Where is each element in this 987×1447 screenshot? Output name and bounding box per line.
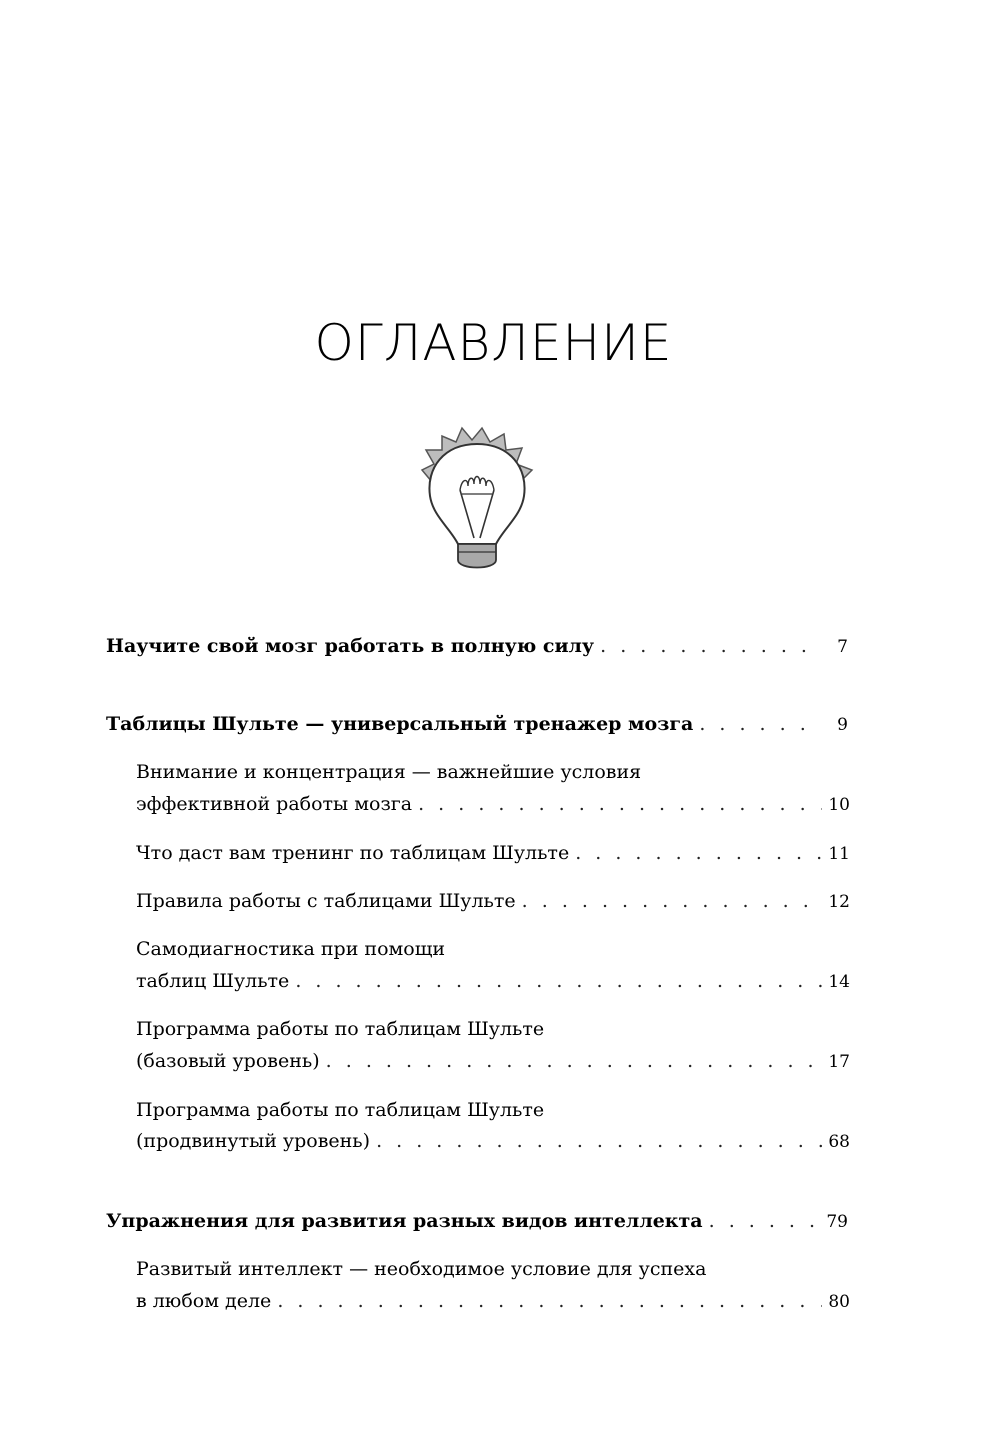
toc-entry[interactable] (106, 1206, 848, 1237)
toc-page-number: 7 (837, 637, 848, 657)
toc-page-number: 11 (828, 844, 850, 864)
toc-subentry[interactable] (136, 1046, 850, 1077)
toc-entry-title: (продвинутый уровень) (136, 1130, 371, 1152)
toc-subentry[interactable] (136, 966, 850, 997)
toc-entry-title: в любом деле (136, 1290, 272, 1312)
leader-dots (600, 631, 820, 661)
leader-dots (277, 1286, 822, 1316)
toc-page-number: 14 (828, 972, 850, 992)
toc-subentry[interactable] (136, 1126, 850, 1157)
toc-subentry-line1: Развитый интеллект — необходимое условие для успеха (136, 1258, 707, 1280)
toc-entry[interactable] (106, 631, 848, 662)
toc-subentry[interactable] (136, 1286, 850, 1317)
leader-dots (326, 1046, 822, 1076)
toc-entry-title: Правила работы с таблицами Шульте (136, 890, 516, 912)
toc-entry-title: (базовый уровень) (136, 1050, 320, 1072)
toc-entry-title: Упражнения для развития разных видов интеллекта (106, 1210, 703, 1232)
leader-dots (709, 1206, 820, 1236)
leader-dots (418, 789, 822, 819)
toc-page-number: 10 (828, 795, 850, 815)
page-title: ОГЛАВЛЕНИЕ (314, 314, 673, 372)
toc-entry-title: Научите свой мозг работать в полную силу (106, 635, 595, 657)
leader-dots (376, 1126, 822, 1156)
leader-dots (575, 838, 822, 868)
toc-subentry-line1: Внимание и концентрация — важнейшие условия (136, 761, 642, 783)
toc-entry-title: эффективной работы мозга (136, 793, 413, 815)
toc-subentry-line1: Программа работы по таблицам Шульте (136, 1099, 545, 1121)
toc-subentry-line1: Программа работы по таблицам Шульте (136, 1018, 545, 1040)
toc-entry-title: Таблицы Шульте — универсальный тренажер мозга (106, 713, 694, 735)
toc-page-number: 80 (828, 1292, 850, 1312)
toc-subentry-line1: Самодиагностика при помощи (136, 938, 446, 960)
toc-subentry[interactable] (136, 886, 850, 917)
toc-subentry[interactable] (136, 838, 850, 869)
toc-page-number: 9 (837, 715, 848, 735)
toc-page-number: 79 (826, 1212, 848, 1232)
toc-page-number: 17 (828, 1052, 850, 1072)
toc-entry[interactable] (106, 709, 848, 740)
leader-dots (522, 886, 822, 916)
leader-dots (295, 966, 822, 996)
toc-page-number: 68 (828, 1132, 850, 1152)
leader-dots (699, 709, 820, 739)
toc-entry-title: Что даст вам тренинг по таблицам Шульте (136, 842, 570, 864)
toc-entry-title: таблиц Шульте (136, 970, 290, 992)
toc-page-number: 12 (828, 892, 850, 912)
toc-subentry[interactable] (136, 789, 850, 820)
